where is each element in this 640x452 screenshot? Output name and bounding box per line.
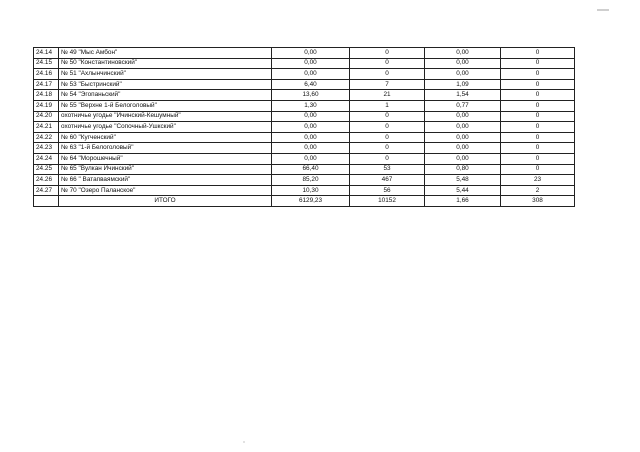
row-count: 0 [350,153,425,164]
total-count: 10152 [350,196,425,207]
table-row [34,153,575,164]
row-name: № 55 "Верхне 1-й Белоголовый" [59,100,272,111]
table-row [34,164,575,175]
table-row [34,143,575,154]
row-count: 0 [350,143,425,154]
row-name: охотничье угодье "Ичинский-Кешумный" [59,111,272,122]
row-number: 24.16 [34,69,59,80]
row-area: 0,00 [272,153,350,164]
table-row [34,79,575,90]
row-density: 0,77 [425,100,501,111]
row-area: 0,00 [272,69,350,80]
row-count: 53 [350,164,425,175]
hunting-grounds-table [33,47,575,207]
row-number: 24.15 [34,58,59,69]
total-limit: 308 [501,196,575,207]
row-count: 56 [350,185,425,196]
row-number: 24.14 [34,48,59,59]
row-number: 24.18 [34,90,59,101]
table-row [34,185,575,196]
row-area: 0,00 [272,143,350,154]
table-row [34,69,575,80]
row-area: 13,60 [272,90,350,101]
row-area: 0,00 [272,132,350,143]
row-area: 85,20 [272,175,350,186]
scan-page-mark [597,9,609,11]
table-row [34,100,575,111]
total-num-cell [34,196,59,207]
row-density: 0,00 [425,143,501,154]
row-count: 21 [350,90,425,101]
row-limit: 0 [501,111,575,122]
row-name: № 70 "Озеро Паланское" [59,185,272,196]
row-density: 0,00 [425,122,501,133]
row-density: 0,00 [425,48,501,59]
row-limit: 0 [501,90,575,101]
row-density: 0,00 [425,111,501,122]
row-density: 0,80 [425,164,501,175]
row-number: 24.22 [34,132,59,143]
table-row [34,175,575,186]
row-area: 1,30 [272,100,350,111]
row-area: 0,00 [272,111,350,122]
table-row [34,90,575,101]
row-count: 0 [350,132,425,143]
row-limit: 0 [501,132,575,143]
row-area: 66,40 [272,164,350,175]
row-limit: 0 [501,153,575,164]
row-limit: 0 [501,100,575,111]
row-number: 24.21 [34,122,59,133]
row-name: № 63 "1-й Белоголовый" [59,143,272,154]
row-number: 24.20 [34,111,59,122]
row-area: 0,00 [272,122,350,133]
row-area: 6,40 [272,79,350,90]
row-area: 0,00 [272,58,350,69]
row-limit: 0 [501,79,575,90]
total-area: 6129,23 [272,196,350,207]
scan-speck [243,441,245,443]
table-body [34,48,575,207]
row-count: 7 [350,79,425,90]
row-number: 24.26 [34,175,59,186]
row-name: № 49 "Мыс Амбон" [59,48,272,59]
row-name: № 65 "Вулкан Ичинский" [59,164,272,175]
row-limit: 0 [501,48,575,59]
row-name: № 54 "Эгопаньский" [59,90,272,101]
row-number: 24.23 [34,143,59,154]
row-limit: 0 [501,143,575,154]
table-row [34,132,575,143]
row-density: 5,48 [425,175,501,186]
row-count: 0 [350,69,425,80]
row-number: 24.24 [34,153,59,164]
row-count: 0 [350,58,425,69]
row-name: № 51 "Ахлынчинский" [59,69,272,80]
table-row [34,58,575,69]
row-name: № 64 "Морошечный" [59,153,272,164]
row-number: 24.27 [34,185,59,196]
row-density: 5,44 [425,185,501,196]
row-area: 0,00 [272,48,350,59]
row-number: 24.25 [34,164,59,175]
row-number: 24.17 [34,79,59,90]
row-count: 0 [350,122,425,133]
row-density: 0,00 [425,69,501,80]
total-label: ИТОГО [59,196,272,207]
row-count: 467 [350,175,425,186]
row-name: охотничье угодье "Сопочный-Ушкский" [59,122,272,133]
row-limit: 23 [501,175,575,186]
row-number: 24.19 [34,100,59,111]
row-density: 0,00 [425,132,501,143]
row-limit: 0 [501,69,575,80]
row-limit: 0 [501,58,575,69]
row-density: 1,09 [425,79,501,90]
row-name: № 66 " Ватапваямский" [59,175,272,186]
table-row [34,48,575,59]
row-density: 1,54 [425,90,501,101]
row-count: 0 [350,111,425,122]
row-area: 10,30 [272,185,350,196]
row-name: № 50 "Константиновский" [59,58,272,69]
total-density: 1,66 [425,196,501,207]
row-count: 0 [350,48,425,59]
total-row [34,196,575,207]
row-density: 0,00 [425,153,501,164]
table-row [34,122,575,133]
row-limit: 0 [501,164,575,175]
table-row [34,111,575,122]
row-name: № 53 "Быстринский" [59,79,272,90]
row-density: 0,00 [425,58,501,69]
row-limit: 2 [501,185,575,196]
row-count: 1 [350,100,425,111]
row-name: № 60 "Кугченский" [59,132,272,143]
row-limit: 0 [501,122,575,133]
